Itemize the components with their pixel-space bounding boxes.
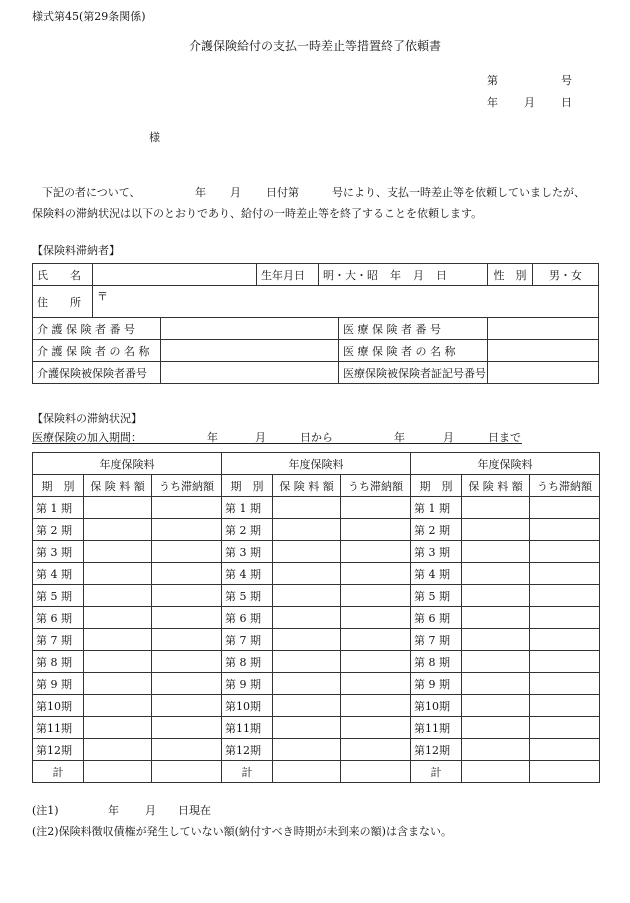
premium-amount-field[interactable]: [462, 607, 530, 629]
kaigo-insured-number-label: 介護保険被保険者番号: [33, 362, 161, 384]
premium-amount-field[interactable]: [462, 519, 530, 541]
period-row: [222, 541, 411, 563]
premium-amount-field[interactable]: [462, 651, 530, 673]
col-amount-header: 保 険 料 額: [273, 475, 341, 497]
arrears-amount-field[interactable]: [530, 497, 600, 519]
section-delinquent-heading: 【保険料滞納者】: [32, 244, 120, 257]
number-suffix: 号: [561, 74, 572, 87]
period-row: [411, 497, 600, 519]
period-label: 第12期: [222, 739, 273, 761]
premium-amount-field[interactable]: [462, 717, 530, 739]
name-field[interactable]: [93, 264, 257, 286]
premium-amount-field[interactable]: [462, 563, 530, 585]
period-label: 第 7 期: [411, 629, 462, 651]
period-row: [222, 563, 411, 585]
period-label: 第 9 期: [33, 673, 84, 695]
birth-month: 月: [413, 268, 424, 282]
period-label: 第12期: [33, 739, 84, 761]
form-number: 様式第45(第29条関係): [32, 10, 146, 23]
arrears-amount-field[interactable]: [341, 541, 411, 563]
period-label: 第11期: [222, 717, 273, 739]
period-label: 第10期: [33, 695, 84, 717]
arrears-table-1: [32, 452, 222, 783]
period-row: [222, 519, 411, 541]
p1-intro: 下記の者について、: [42, 186, 141, 199]
arrears-total-field[interactable]: [152, 761, 222, 783]
total-label: 計: [222, 761, 273, 783]
total-label: 計: [411, 761, 462, 783]
arrears-amount-field[interactable]: [152, 585, 222, 607]
iryo-insurer-name-field[interactable]: [488, 340, 599, 362]
period-row: [33, 519, 222, 541]
sex-field[interactable]: 男・女: [533, 264, 599, 286]
fiscal-year-header[interactable]: 年度保険料: [411, 453, 600, 475]
arrears-amount-field[interactable]: [341, 497, 411, 519]
period-row: [411, 563, 600, 585]
note-2: (注2)保険料徴収債権が発生していない額(納付すべき時期が未到来の額)は含まない。: [32, 825, 452, 838]
period-row: [33, 673, 222, 695]
note-1-label: (注1): [32, 804, 59, 817]
section-arrears-heading: 【保険料の滞納状況】: [32, 412, 142, 425]
premium-amount-field[interactable]: [273, 717, 341, 739]
premium-amount-field[interactable]: [273, 585, 341, 607]
arrears-table-3: [410, 452, 600, 783]
sex-label: 性 別: [488, 264, 533, 286]
period-row: [33, 717, 222, 739]
arrears-amount-field[interactable]: [530, 629, 600, 651]
period-from-day: 日から: [300, 431, 333, 444]
period-row: [33, 739, 222, 761]
p1-month: 月: [230, 186, 241, 199]
date-month: 月: [524, 96, 535, 109]
document-number-line: [487, 72, 572, 88]
premium-amount-field[interactable]: [462, 497, 530, 519]
arrears-amount-field[interactable]: [530, 519, 600, 541]
total-row: [33, 761, 222, 783]
period-label: 第 8 期: [33, 651, 84, 673]
period-label: 第10期: [222, 695, 273, 717]
arrears-amount-field[interactable]: [152, 607, 222, 629]
period-label: 第 9 期: [222, 673, 273, 695]
paragraph-2: 保険料の滞納状況は以下のとおりであり、給付の一時差止等を終了することを依頼します。: [32, 207, 483, 220]
period-row: [222, 629, 411, 651]
fiscal-year-header[interactable]: 年度保険料: [33, 453, 222, 475]
note-1-day: 日現在: [178, 804, 211, 817]
premium-total-field[interactable]: [462, 761, 530, 783]
premium-amount-field[interactable]: [462, 585, 530, 607]
p1-rest: 号により、支払一時差止等を依頼していましたが、: [332, 186, 585, 199]
arrears-amount-field[interactable]: [341, 563, 411, 585]
col-period-header: 期 別: [222, 475, 273, 497]
premium-amount-field[interactable]: [84, 519, 152, 541]
iryo-insurer-number-field[interactable]: [488, 318, 599, 340]
premium-amount-field[interactable]: [273, 695, 341, 717]
note-1-month: 月: [145, 804, 156, 817]
premium-amount-field[interactable]: [462, 739, 530, 761]
premium-amount-field[interactable]: [84, 497, 152, 519]
document-title: 介護保険給付の支払一時差止等措置終了依頼書: [188, 39, 441, 53]
arrears-amount-field[interactable]: [341, 519, 411, 541]
period-label: 第 1 期: [222, 497, 273, 519]
period-from-year: 年: [207, 431, 218, 444]
kaigo-insurer-number-field[interactable]: [161, 318, 339, 340]
premium-amount-field[interactable]: [273, 673, 341, 695]
p1-dated: 日付第: [266, 186, 299, 199]
premium-amount-field[interactable]: [84, 585, 152, 607]
period-label: 第 6 期: [222, 607, 273, 629]
note-1-year: 年: [108, 804, 119, 817]
premium-amount-field[interactable]: [273, 563, 341, 585]
arrears-amount-field[interactable]: [530, 607, 600, 629]
iryo-card-number-field[interactable]: [488, 362, 599, 384]
period-label: 第10期: [411, 695, 462, 717]
iryo-insurer-name-label: 医 療 保 険 者 の 名 称: [339, 340, 488, 362]
period-row: [411, 695, 600, 717]
arrears-amount-field[interactable]: [530, 585, 600, 607]
period-label: 第 7 期: [222, 629, 273, 651]
premium-amount-field[interactable]: [273, 629, 341, 651]
arrears-amount-field[interactable]: [152, 717, 222, 739]
col-arrears-header: うち滞納額: [530, 475, 600, 497]
birth-era: 明・大・昭: [323, 268, 378, 282]
arrears-amount-field[interactable]: [152, 673, 222, 695]
iryo-card-number-label: 医療保険被保険者証記号番号: [339, 362, 488, 384]
arrears-amount-field[interactable]: [530, 717, 600, 739]
postal-mark: 〒: [97, 290, 108, 303]
premium-amount-field[interactable]: [273, 739, 341, 761]
birthdate-label: 生年月日: [257, 264, 319, 286]
premium-amount-field[interactable]: [462, 629, 530, 651]
premium-amount-field[interactable]: [273, 541, 341, 563]
insurance-period-line: [32, 429, 522, 444]
period-row: [222, 739, 411, 761]
iryo-insurer-number-label: 医 療 保 険 者 番 号: [339, 318, 488, 340]
col-arrears-header: うち滞納額: [341, 475, 411, 497]
period-to-year: 年: [394, 431, 405, 444]
col-period-header: 期 別: [411, 475, 462, 497]
period-row: [33, 607, 222, 629]
period-label: 第 6 期: [33, 607, 84, 629]
fiscal-year-header[interactable]: 年度保険料: [222, 453, 411, 475]
period-label: 第 3 期: [222, 541, 273, 563]
kaigo-insured-number-field[interactable]: [161, 362, 339, 384]
number-prefix: 第: [487, 74, 498, 87]
premium-amount-field[interactable]: [84, 541, 152, 563]
arrears-amount-field[interactable]: [152, 651, 222, 673]
period-row: [222, 695, 411, 717]
period-row: [222, 651, 411, 673]
period-row: [33, 695, 222, 717]
premium-amount-field[interactable]: [84, 673, 152, 695]
birth-year: 年: [390, 268, 401, 282]
premium-amount-field[interactable]: [84, 629, 152, 651]
total-row: [411, 761, 600, 783]
period-label: 第 5 期: [222, 585, 273, 607]
arrears-amount-field[interactable]: [341, 739, 411, 761]
period-row: [411, 673, 600, 695]
premium-amount-field[interactable]: [273, 651, 341, 673]
premium-amount-field[interactable]: [84, 739, 152, 761]
period-label: 第 4 期: [411, 563, 462, 585]
premium-amount-field[interactable]: [84, 651, 152, 673]
period-row: [411, 607, 600, 629]
period-row: [33, 563, 222, 585]
period-label: 第11期: [411, 717, 462, 739]
arrears-amount-field[interactable]: [341, 673, 411, 695]
premium-amount-field[interactable]: [84, 717, 152, 739]
arrears-amount-field[interactable]: [152, 519, 222, 541]
birth-day: 日: [436, 268, 447, 282]
arrears-amount-field[interactable]: [341, 651, 411, 673]
arrears-amount-field[interactable]: [530, 673, 600, 695]
period-row: [33, 651, 222, 673]
premium-amount-field[interactable]: [462, 541, 530, 563]
period-row: [411, 717, 600, 739]
arrears-amount-field[interactable]: [341, 607, 411, 629]
period-row: [222, 673, 411, 695]
date-year: 年: [487, 96, 498, 109]
premium-total-field[interactable]: [84, 761, 152, 783]
period-label: 第 6 期: [411, 607, 462, 629]
period-label: 第 9 期: [411, 673, 462, 695]
arrears-amount-field[interactable]: [530, 541, 600, 563]
period-row: [411, 629, 600, 651]
period-row: [33, 541, 222, 563]
premium-amount-field[interactable]: [84, 695, 152, 717]
premium-amount-field[interactable]: [273, 497, 341, 519]
period-label: 第 2 期: [411, 519, 462, 541]
premium-amount-field[interactable]: [462, 695, 530, 717]
period-label: 第 8 期: [411, 651, 462, 673]
period-row: [222, 607, 411, 629]
arrears-amount-field[interactable]: [341, 629, 411, 651]
arrears-total-field[interactable]: [341, 761, 411, 783]
arrears-amount-field[interactable]: [530, 651, 600, 673]
period-from-month: 月: [255, 431, 266, 444]
period-to-day: 日まで: [488, 431, 521, 444]
period-label: 第 7 期: [33, 629, 84, 651]
kaigo-insurer-name-label: 介 護 保 険 者 の 名 称: [33, 340, 161, 362]
arrears-amount-field[interactable]: [152, 563, 222, 585]
col-amount-header: 保 険 料 額: [84, 475, 152, 497]
date-day: 日: [561, 96, 572, 109]
period-row: [222, 497, 411, 519]
arrears-amount-field[interactable]: [152, 695, 222, 717]
period-label: 第 3 期: [411, 541, 462, 563]
premium-amount-field[interactable]: [84, 607, 152, 629]
arrears-amount-field[interactable]: [530, 739, 600, 761]
premium-amount-field[interactable]: [84, 563, 152, 585]
period-row: [222, 585, 411, 607]
arrears-amount-field[interactable]: [152, 629, 222, 651]
arrears-amount-field[interactable]: [152, 541, 222, 563]
arrears-amount-field[interactable]: [152, 739, 222, 761]
address-label: 住 所: [33, 286, 93, 318]
arrears-amount-field[interactable]: [341, 695, 411, 717]
arrears-amount-field[interactable]: [341, 717, 411, 739]
col-amount-header: 保 険 料 額: [462, 475, 530, 497]
arrears-amount-field[interactable]: [152, 497, 222, 519]
total-row: [222, 761, 411, 783]
arrears-amount-field[interactable]: [341, 585, 411, 607]
period-row: [411, 541, 600, 563]
col-arrears-header: うち滞納額: [152, 475, 222, 497]
premium-amount-field[interactable]: [273, 519, 341, 541]
name-label: 氏 名: [33, 264, 93, 286]
period-label: 第 4 期: [33, 563, 84, 585]
addressee-suffix: 様: [149, 131, 160, 144]
kaigo-insurer-number-label: 介 護 保 険 者 番 号: [33, 318, 161, 340]
p1-year: 年: [195, 186, 206, 199]
arrears-total-field[interactable]: [530, 761, 600, 783]
period-label: 第 5 期: [33, 585, 84, 607]
period-label: 第 3 期: [33, 541, 84, 563]
premium-total-field[interactable]: [273, 761, 341, 783]
period-row: [411, 739, 600, 761]
period-label: 第11期: [33, 717, 84, 739]
period-row: [33, 585, 222, 607]
period-row: [411, 519, 600, 541]
premium-amount-field[interactable]: [462, 673, 530, 695]
period-label: 第 4 期: [222, 563, 273, 585]
total-label: 計: [33, 761, 84, 783]
period-row: [33, 497, 222, 519]
period-label: 第 8 期: [222, 651, 273, 673]
period-label: 医療保険の加入期間：: [32, 431, 142, 444]
period-row: [33, 629, 222, 651]
period-label: 第 1 期: [411, 497, 462, 519]
period-row: [411, 585, 600, 607]
period-label: 第12期: [411, 739, 462, 761]
period-label: 第 2 期: [222, 519, 273, 541]
arrears-amount-field[interactable]: [530, 563, 600, 585]
premium-amount-field[interactable]: [273, 607, 341, 629]
arrears-table-2: [221, 452, 411, 783]
period-to-month: 月: [443, 431, 454, 444]
delinquent-info-table: [32, 263, 599, 384]
col-period-header: 期 別: [33, 475, 84, 497]
period-row: [411, 651, 600, 673]
document-date-line: [487, 94, 572, 110]
period-label: 第 5 期: [411, 585, 462, 607]
address-field[interactable]: [93, 286, 599, 318]
period-label: 第 1 期: [33, 497, 84, 519]
birthdate-field[interactable]: [319, 264, 488, 286]
period-label: 第 2 期: [33, 519, 84, 541]
kaigo-insurer-name-field[interactable]: [161, 340, 339, 362]
period-row: [222, 717, 411, 739]
arrears-amount-field[interactable]: [530, 695, 600, 717]
